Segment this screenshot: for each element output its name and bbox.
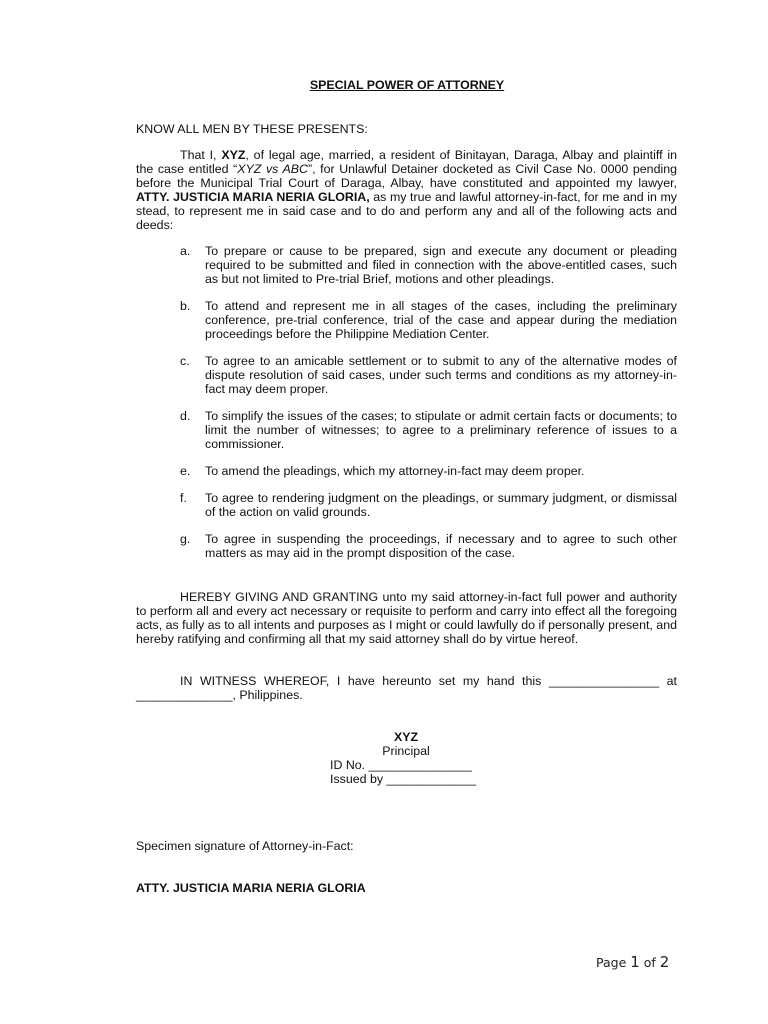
list-text: To agree in suspending the proceedings, if necessary and to agree to such other matters as may aid in the prompt disposition of the case.: [205, 532, 677, 560]
list-text: To attend and represent me in all stages of the cases, including the preliminary conference, pre-trial conference, trial of the case and appear during the mediation proceedings before the Philippine Mediation Center.: [205, 299, 677, 341]
list-item: [180, 354, 677, 396]
signatory-name: XYZ: [393, 730, 419, 744]
intro-text-4: as my true and lawful attorney-in-fact, for me and in my stead, to represent me in said case and to do and perform any and all of the following acts and deeds:: [136, 190, 677, 232]
acts-list: [180, 244, 677, 573]
list-text: To agree to an amicable settlement or to submit to any of the alternative modes of dispute resolution of said cases, under such terms and conditions as my attorney-in-fact may deem proper.: [205, 354, 677, 396]
specimen-label: Specimen signature of Attorney-in-Fact:: [136, 839, 354, 853]
list-letter: e.: [180, 464, 191, 478]
signatory-role: Principal: [382, 744, 430, 758]
intro-paragraph: [136, 148, 677, 232]
list-letter: d.: [180, 409, 191, 423]
id-number-line: ID No. _______________: [330, 758, 472, 772]
attorney-name-inline: ATTY. JUSTICIA MARIA NERIA GLORIA,: [136, 190, 370, 204]
list-letter: g.: [180, 532, 191, 546]
intro-text-3: ”, for Unlawful Detainer docketed as Civil Case No. 0000 pending before the Municipal Trial Court of Daraga, Albay, have constituted and appointed my lawyer,: [136, 162, 677, 190]
witness-paragraph: IN WITNESS WHEREOF, I have hereunto set my hand this ________________ at ______________, Philippines.: [136, 674, 677, 702]
page-total: 2: [659, 953, 670, 971]
attorney-name: ATTY. JUSTICIA MARIA NERIA GLORIA: [136, 881, 366, 895]
list-item: [180, 244, 677, 286]
list-text: To simplify the issues of the cases; to stipulate or admit certain facts or documents; to limit the number of witnesses; to agree to a preliminary reference of issues to a commissioner.: [205, 409, 677, 451]
list-text: To agree to rendering judgment on the pleadings, or summary judgment, or dismissal of the action on valid grounds.: [205, 491, 677, 519]
list-text: To prepare or cause to be prepared, sign and execute any document or pleading required to be submitted and filed in connection with the above-entitled cases, such as but not limited to Pre-trial Brief, motions and other pleadings.: [205, 244, 677, 286]
granting-paragraph: HEREBY GIVING AND GRANTING unto my said attorney-in-fact full power and authority to perform all and every act necessary or requisite to perform and carry into effect all the foregoing acts, as fully as to all intents and purposes as I might or could lawfully do if personally present, and hereby ratifying and confirming all that my said attorney shall do by virtue hereof.: [136, 590, 677, 646]
principal-name: XYZ: [221, 148, 246, 162]
list-item: [180, 491, 677, 519]
list-item: [180, 464, 677, 478]
document-title: SPECIAL POWER OF ATTORNEY: [309, 78, 505, 92]
case-title: XYZ vs ABC: [237, 162, 308, 176]
page-indicator: [596, 955, 669, 970]
list-item: [180, 299, 677, 341]
list-text: To amend the pleadings, which my attorney-in-fact may deem proper.: [205, 464, 585, 478]
page-separator: of: [639, 955, 660, 970]
page-current: 1: [630, 953, 640, 971]
intro-text-1: That I,: [180, 148, 222, 162]
list-letter: c.: [180, 354, 190, 368]
issued-by-line: Issued by _____________: [330, 772, 477, 786]
list-letter: f.: [180, 491, 187, 505]
list-letter: a.: [180, 244, 191, 258]
signature-block: [330, 730, 486, 786]
salutation: KNOW ALL MEN BY THESE PRESENTS:: [136, 122, 368, 136]
list-letter: b.: [180, 299, 191, 313]
list-item: [180, 409, 677, 451]
list-item: [180, 532, 677, 560]
page-prefix: Page: [596, 955, 631, 970]
intro-text-2: , of legal age, married, a resident of Binitayan, Daraga, Albay and plaintiff in the case entitled “: [136, 148, 677, 176]
